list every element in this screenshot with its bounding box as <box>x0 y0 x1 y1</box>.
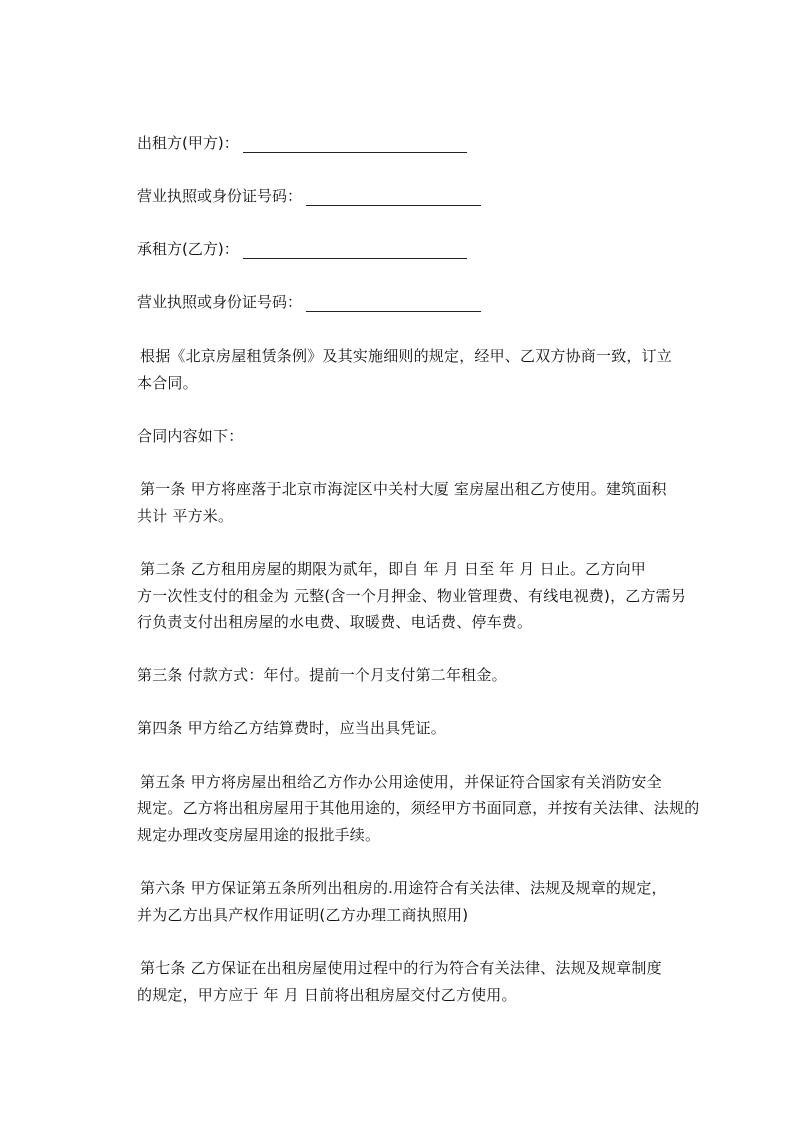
article-7-line-2: 的规定，甲方应于 年 月 日前将出租房屋交付乙方使用。 <box>137 986 517 1004</box>
article-6-line-1: 第六条 甲方保证第五条所列出租房的.用途符合有关法律、法规及规章的规定， <box>140 879 667 897</box>
article-5-line-2: 规定。乙方将出租房屋用于其他用途的，须经甲方书面同意，并按有关法律、法规的 <box>137 799 700 817</box>
article-3: 第三条 付款方式：年付。提前一个月支付第二年租金。 <box>137 666 507 684</box>
lessee-id-field <box>137 292 481 312</box>
article-2-line-1: 第二条 乙方租用房屋的期限为贰年，即自 年 月 日至 年 月 日止。乙方向甲 <box>140 560 646 578</box>
article-5-line-3: 规定办理改变房屋用途的报批手续。 <box>137 826 381 844</box>
article-4: 第四条 甲方给乙方结算费时，应当出具凭证。 <box>137 719 446 737</box>
intro-line-2: 本合同。 <box>137 374 198 392</box>
article-1-line-2: 共计 平方米。 <box>137 507 234 525</box>
lessee-label: 承租方(乙方)： <box>137 240 239 258</box>
lessor-id-field <box>137 186 481 206</box>
contents-heading: 合同内容如下： <box>137 427 244 445</box>
article-2-line-2: 方一次性支付的租金为 元整(含一个月押金、物业管理费、有线电视费)，乙方需另 <box>137 587 687 605</box>
lessor-blank[interactable] <box>243 138 467 153</box>
article-2-line-3: 行负责支付出租房屋的水电费、取暖费、电话费、停车费。 <box>137 613 533 631</box>
lessee-field <box>137 239 467 259</box>
article-5-line-1: 第五条 甲方将房屋出租给乙方作办公用途使用，并保证符合国家有关消防安全 <box>140 773 662 791</box>
lessor-id-label: 营业执照或身份证号码： <box>137 187 303 205</box>
article-7-line-1: 第七条 乙方保证在出租房屋使用过程中的行为符合有关法律、法规及规章制度 <box>140 959 662 977</box>
article-1-line-1: 第一条 甲方将座落于北京市海淀区中关村大厦 室房屋出租乙方使用。建筑面积 <box>140 480 667 498</box>
lessor-label: 出租方(甲方)： <box>137 134 239 152</box>
article-6-line-2: 并为乙方出具产权作用证明(乙方办理工商执照用) <box>137 906 469 924</box>
lessee-blank[interactable] <box>243 244 467 259</box>
lessee-id-blank[interactable] <box>306 297 481 312</box>
intro-line-1: 根据《北京房屋租赁条例》及其实施细则的规定，经甲、乙双方协商一致，订立 <box>140 347 673 365</box>
lessee-id-label: 营业执照或身份证号码： <box>137 293 303 311</box>
lessor-field <box>137 133 467 153</box>
lessor-id-blank[interactable] <box>306 191 481 206</box>
